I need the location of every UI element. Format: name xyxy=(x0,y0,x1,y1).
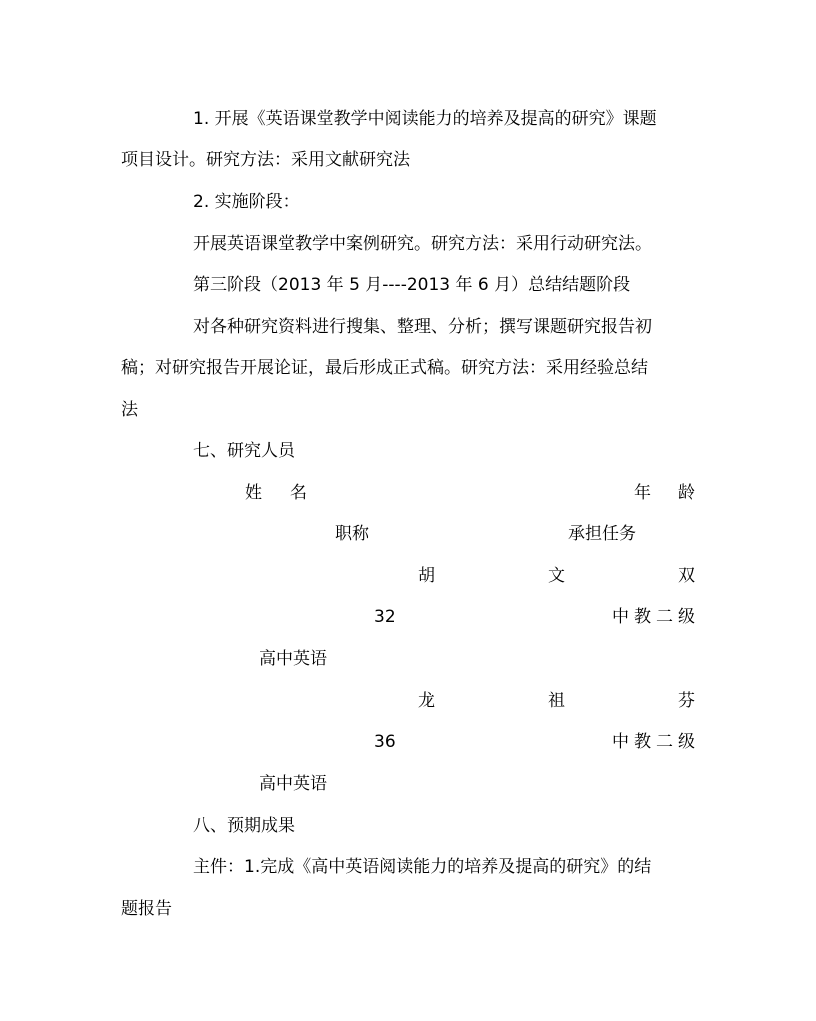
member-1-name-char-1: 胡 xyxy=(418,566,435,586)
paragraph-4: 第三阶段（2013 年 5 月----2013 年 6 月）总结结题阶段 xyxy=(193,275,631,295)
header-name-char-1: 姓 xyxy=(245,483,262,503)
member-2-name-char-2: 祖 xyxy=(548,691,565,711)
section-7-heading: 七、研究人员 xyxy=(193,441,295,461)
member-1-age: 32 xyxy=(374,607,396,627)
section-8-heading: 八、预期成果 xyxy=(193,816,295,836)
member-2-task: 高中英语 xyxy=(259,774,327,794)
header-name-char-2: 名 xyxy=(290,483,307,503)
paragraph-2: 2. 实施阶段： xyxy=(193,192,300,212)
header-age-char-1: 年 xyxy=(634,483,651,503)
paragraph-5-line-3: 法 xyxy=(121,400,138,420)
paragraph-3: 开展英语课堂教学中案例研究。研究方法：采用行动研究法。 xyxy=(193,234,652,254)
member-1-title: 中教二级 xyxy=(612,607,700,627)
paragraph-5-line-1: 对各种研究资料进行搜集、整理、分析；撰写课题研究报告初 xyxy=(193,317,652,337)
paragraph-1-line-1: 1. 开展《英语课堂教学中阅读能力的培养及提高的研究》课题 xyxy=(193,109,657,129)
header-task: 承担任务 xyxy=(568,524,636,544)
header-title: 职称 xyxy=(335,524,369,544)
member-1-name-char-3: 双 xyxy=(678,566,695,586)
header-age-char-2: 龄 xyxy=(678,483,695,503)
member-2-age: 36 xyxy=(374,732,396,752)
member-2-title: 中教二级 xyxy=(612,732,700,752)
paragraph-5-line-2: 稿；对研究报告开展论证，最后形成正式稿。研究方法：采用经验总结 xyxy=(121,358,648,378)
member-2-name-char-1: 龙 xyxy=(418,691,435,711)
member-1-name-char-2: 文 xyxy=(548,566,565,586)
paragraph-1-line-2: 项目设计。研究方法：采用文献研究法 xyxy=(121,150,410,170)
member-1-task: 高中英语 xyxy=(259,649,327,669)
paragraph-8-line-2: 题报告 xyxy=(121,899,172,919)
member-2-name-char-3: 芬 xyxy=(678,691,695,711)
paragraph-8-line-1: 主件：1.完成《高中英语阅读能力的培养及提高的研究》的结 xyxy=(193,857,652,877)
